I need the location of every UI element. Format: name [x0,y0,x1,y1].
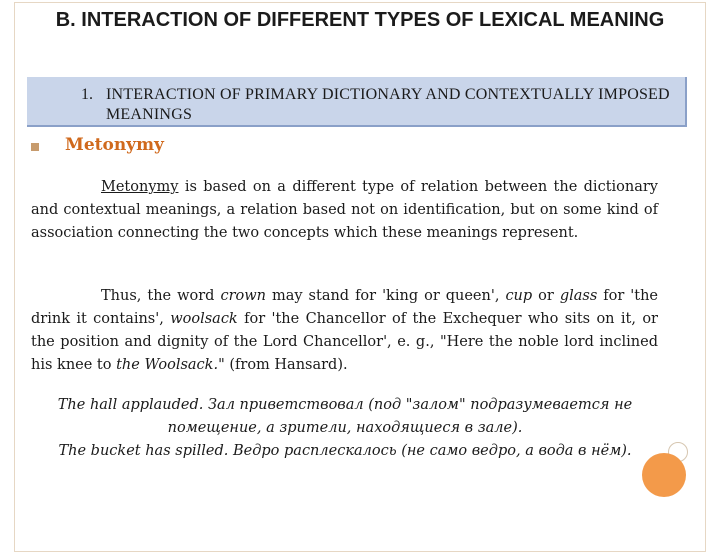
text-run: (from Hansard). [224,357,348,373]
text-run: may stand for 'king or queen', [266,288,506,304]
example-word: cup [505,288,533,304]
paragraph-examples [31,285,658,377]
text-run: for 'the drink it contains', [31,288,658,327]
subtitle-number: 1. [81,86,93,103]
text-run: or [532,288,560,304]
text-run: for 'the Chancellor of the Exchequer who sits on it, or the position and dignity of the Lord Chancellor', e. g., "Here the noble lord inclined his knee to [31,311,658,373]
definition-text: is based on a different type of relation between the dictionary and contextual meanings, a relation based not on identification, but on some kind of association connecting the two concepts which these meanings represent. [31,179,658,241]
text-run: Thus, the word [101,288,221,304]
paragraph-definition [31,176,658,245]
example-line-bucket: The bucket has spilled. Ведро расплескалось (не само ведро, а вода в нём). [58,443,632,459]
example-word: woolsack [170,311,238,327]
keyword-metonymy: Metonymy [101,179,179,195]
square-bullet-icon [31,143,39,151]
example-word: the Woolsack." [116,357,225,373]
slide-title: B. INTERACTION OF DIFFERENT TYPES OF LEXICAL MEANING [55,9,665,31]
example-sentences [31,394,659,463]
subtitle-text: INTERACTION OF PRIMARY DICTIONARY AND CONTEXTUALLY IMPOSED MEANINGS [106,86,670,123]
section-heading: Metonymy [65,135,164,155]
decorative-circle-icon [642,453,686,497]
example-word: glass [559,288,598,304]
example-word: crown [220,288,266,304]
example-line-hall: The hall applauded. Зал приветствовал (под "залом" подразумевается не помещение, а зрители, находящиеся в зале). [57,397,633,436]
